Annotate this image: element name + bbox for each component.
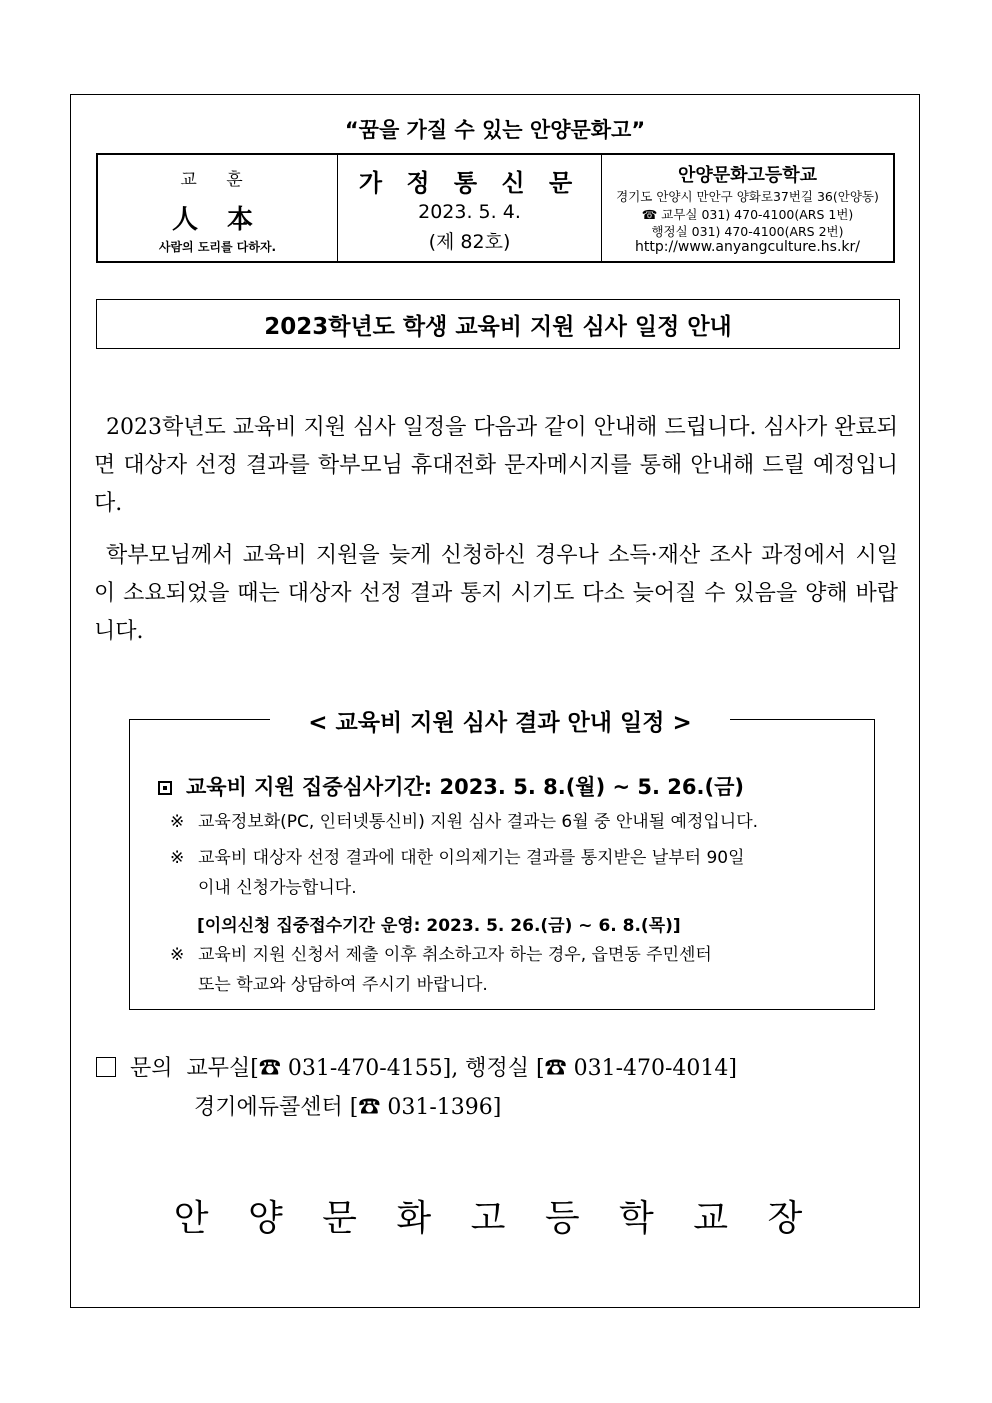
contact-line-1 [96,1051,737,1082]
school-url[interactable]: http://www.anyangculture.hs.kr/ [634,239,860,255]
schedule-note-1 [170,807,870,837]
motto-cell [98,155,338,261]
reference-mark-icon: ※ [170,848,185,868]
paragraph-2-text: 학부모님께서 교육비 지원을 늦게 신청하신 경우나 소득·재산 조사 과정에서 시일이 소요되었을 때는 대상자 선정 결과 통지 시기도 다소 늦어질 수 있음을 양해 바랍니다. [94,543,898,644]
school-info-cell [602,155,893,261]
body-paragraph-1 [94,409,898,523]
reference-mark-icon: ※ [170,945,185,965]
newsletter-title: 가 정 통 신 문 [358,169,581,197]
document-title: 2023학년도 학생 교육비 지원 심사 일정 안내 [96,299,900,349]
schedule-heading-text: 교육비 지원 집중심사기간: 2023. 5. 8.(월) ~ 5. 26.(금) [186,775,744,799]
page-border [70,94,920,1308]
motto-main: 人 本 [171,205,264,235]
note-1-text: 교육정보화(PC, 인터넷통신비) 지원 심사 결과는 6월 중 안내될 예정입니다. [198,812,759,832]
body-paragraph-2 [94,537,898,651]
newsletter-date: 2023. 5. 4. [418,201,521,223]
schedule-title: < 교육비 지원 심사 결과 안내 일정 > [270,704,730,737]
school-tel-admin: 행정실 031) 470-4100(ARS 2번) [651,224,844,239]
appeal-period: [이의신청 집중접수기간 운영: 2023. 5. 26.(금) ~ 6. 8.(목)] [197,916,681,936]
contact-phones: 교무실[☎ 031-470-4155], 행정실 [☎ 031-470-4014] [186,1056,738,1081]
school-address: 경기도 안양시 만안구 양화로37번길 36(안양동) [616,189,879,204]
schedule-heading [158,771,744,801]
newsletter-issue: (제 82호) [428,231,511,253]
school-slogan: “꿈을 가질 수 있는 안양문화고” [344,118,646,142]
school-name: 안양문화고등학교 [677,165,818,186]
note-2-line-2: 이내 신청가능합니다. [198,878,357,898]
square-bullet-icon [158,781,172,795]
note-3-line-1: 교육비 지원 신청서 제출 이후 취소하고자 하는 경우, 읍면동 주민센터 [198,945,712,965]
principal-signature: 안 양 문 화 고 등 학 교 장 [173,1198,817,1239]
note-3-line-2: 또는 학교와 상담하여 주시기 바랍니다. [198,975,488,995]
schedule-note-3 [170,940,870,1000]
reference-mark-icon: ※ [170,812,185,832]
motto-sub: 사람의 도리를 다하자. [158,240,277,254]
note-2-line-1: 교육비 대상자 선정 결과에 대한 이의제기는 결과를 통지받은 날부터 90일 [198,848,745,868]
newsletter-cell [338,155,602,261]
paragraph-1-text: 2023학년도 교육비 지원 심사 일정을 다음과 같이 안내해 드립니다. 심사가 완료되면 대상자 선정 결과를 학부모님 휴대전화 문자메시지를 통해 안내해 드릴 예정입니다. [94,415,898,516]
school-tel-office: ☎ 교무실 031) 470-4100(ARS 1번) [641,207,854,222]
checkbox-bullet-icon [96,1057,116,1077]
contact-line-2: 경기에듀콜센터 [☎ 031-1396] [194,1095,502,1120]
contact-label: 문의 [130,1056,173,1081]
header-table [96,153,895,263]
motto-label: 교 훈 [180,170,255,190]
schedule-note-2 [170,843,870,903]
